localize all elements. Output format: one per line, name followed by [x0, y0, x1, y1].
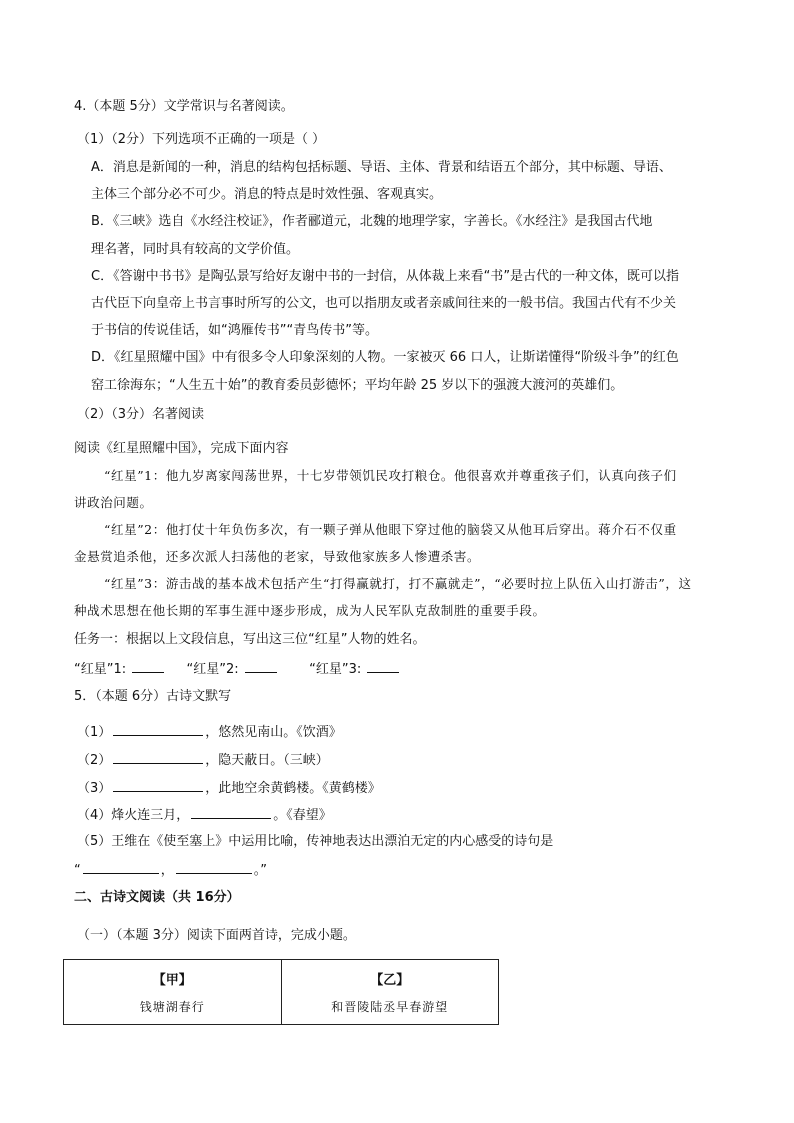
q5-item-5-comma: ，	[160, 863, 174, 878]
q4-option-a-line1: A．消息是新闻的一种，消息的结构包括标题、导语、主体、背景和结语五个部分，其中标题、导语、	[91, 160, 672, 175]
q4-option-c-line1: C．《答谢中书书》是陶弘景写给好友谢中书的一封信，从体裁上来看“书”是古代的一种文体，既可以指	[91, 269, 680, 284]
q5-item-4-before: 烽火连三月，	[111, 808, 190, 823]
q5-blank-5a[interactable]	[83, 861, 159, 874]
hongxing-2-line2: 金悬赏追杀他，还多次派人扫荡他的老家，导致他家族多人惨遭杀害。	[74, 549, 481, 564]
q5-item-2	[77, 751, 329, 769]
q4-sub2-stem: （2）（3分）名著阅读	[77, 407, 205, 422]
q5-item-3-text: ，此地空余黄鹤楼。《黄鹤楼》	[205, 781, 381, 796]
q5-item-4-num: （4）	[77, 808, 112, 823]
q4-option-c-line3: 于书信的传说佳话，如“鸿雁传书”“青鸟传书”等。	[91, 323, 378, 338]
q5-item-5-line2	[74, 861, 267, 879]
answer-label-1: “红星”1:	[74, 662, 127, 677]
q4-sub1-stem: （1）（2分）下列选项不正确的一项是（ ）	[77, 132, 326, 147]
hongxing-1-line1: “红星”1：他九岁离家闯荡世界，十七岁带领饥民攻打粮仓。他很喜欢并尊重孩子们，认真向孩子们	[104, 468, 677, 483]
poem-jia-title: 钱塘湖春行	[139, 1000, 205, 1014]
poem-cell-yi	[281, 960, 499, 1025]
q5-item-5-line1: （5）王维在《使至塞上》中运用比喻，传神地表达出漂泊无定的内心感受的诗句是	[77, 834, 554, 849]
q5-item-2-text: ，隐天蔽日。（三峡）	[205, 753, 329, 768]
answer-label-2: “红星”2:	[186, 662, 239, 677]
answer-row	[74, 660, 401, 678]
q5-blank-2[interactable]	[113, 751, 203, 764]
section-2-title: 二、古诗文阅读（共 16分）	[74, 890, 240, 905]
section-2-intro: （一）（本题 3分）阅读下面两首诗，完成小题。	[77, 928, 356, 943]
q4-task: 任务一：根据以上文段信息，写出这三位“红星”人物的姓名。	[74, 632, 426, 647]
hongxing-3-line2: 种战术思想在他长期的军事生涯中逐步形成，成为人民军队克敌制胜的重要手段。	[74, 603, 546, 618]
answer-blank-2[interactable]	[245, 660, 277, 673]
q4-option-d-line2: 窑工徐海东；“人生五十始”的教育委员彭德怀；平均年龄 25 岁以下的强渡大渡河的英雄们。	[91, 378, 624, 393]
poem-table	[63, 959, 499, 1025]
q4-option-c-line2: 古代臣下向皇帝上书言事时所写的公文，也可以指朋友或者亲戚间往来的一般书信。我国古代有不少关	[91, 296, 677, 311]
poem-jia-head: 【甲】	[152, 973, 192, 988]
q4-option-b-line1: B．《三峡》选自《水经注校证》，作者郦道元，北魏的地理学家，字善长。《水经注》是我国古代地	[91, 214, 653, 229]
q5-item-1-text: ，悠然见南山。《饮酒》	[205, 725, 342, 740]
answer-blank-1[interactable]	[132, 660, 164, 673]
q5-item-1	[77, 723, 342, 741]
poem-yi-head: 【乙】	[370, 973, 410, 988]
poem-cell-jia	[64, 960, 282, 1025]
answer-blank-3[interactable]	[367, 660, 399, 673]
q5-item-3-num: （3）	[77, 781, 112, 796]
q5-item-4	[77, 806, 332, 824]
q5-item-4-text: 。《春望》	[273, 808, 332, 823]
hongxing-3-line1: “红星”3：游击战的基本战术包括产生“打得赢就打，打不赢就走”，“必要时拉上队伍入山打游击”，这	[104, 576, 692, 591]
hongxing-1-line2: 讲政治问题。	[74, 495, 153, 510]
q4-option-b-line2: 理名著，同时具有较高的文学价值。	[91, 242, 300, 257]
q4-title: 4.（本题 5分）文学常识与名著阅读。	[74, 99, 294, 114]
q5-title: 5．（本题 6分）古诗文默写	[74, 689, 232, 704]
q5-blank-4[interactable]	[191, 806, 271, 819]
q5-item-1-num: （1）	[77, 725, 112, 740]
q4-option-d-line1: D．《红星照耀中国》中有很多令人印象深刻的人物。一家被灭 66 口人，让斯诺懂得“阶级斗争”的红色	[91, 350, 679, 365]
answer-label-3: “红星”3:	[309, 662, 362, 677]
q4-option-a-line2: 主体三个部分必不可少。消息的特点是时效性强、客观真实。	[91, 187, 443, 202]
q5-blank-3[interactable]	[113, 779, 203, 792]
q5-item-5-open-quote: “	[74, 863, 81, 878]
q5-item-3	[77, 779, 381, 797]
hongxing-2-line1: “红星”2：他打仗十年负伤多次，有一颗子弹从他眼下穿过他的脑袋又从他耳后穿出。蒋介石不仅重	[104, 522, 677, 537]
q5-item-5-close-quote: 。”	[253, 863, 268, 878]
poem-yi-title: 和晋陵陆丞早春游望	[331, 1000, 449, 1014]
q5-blank-1[interactable]	[113, 723, 203, 736]
q5-blank-5b[interactable]	[176, 861, 252, 874]
q4-sub2-intro: 阅读《红星照耀中国》，完成下面内容	[74, 441, 289, 456]
q5-item-2-num: （2）	[77, 753, 112, 768]
